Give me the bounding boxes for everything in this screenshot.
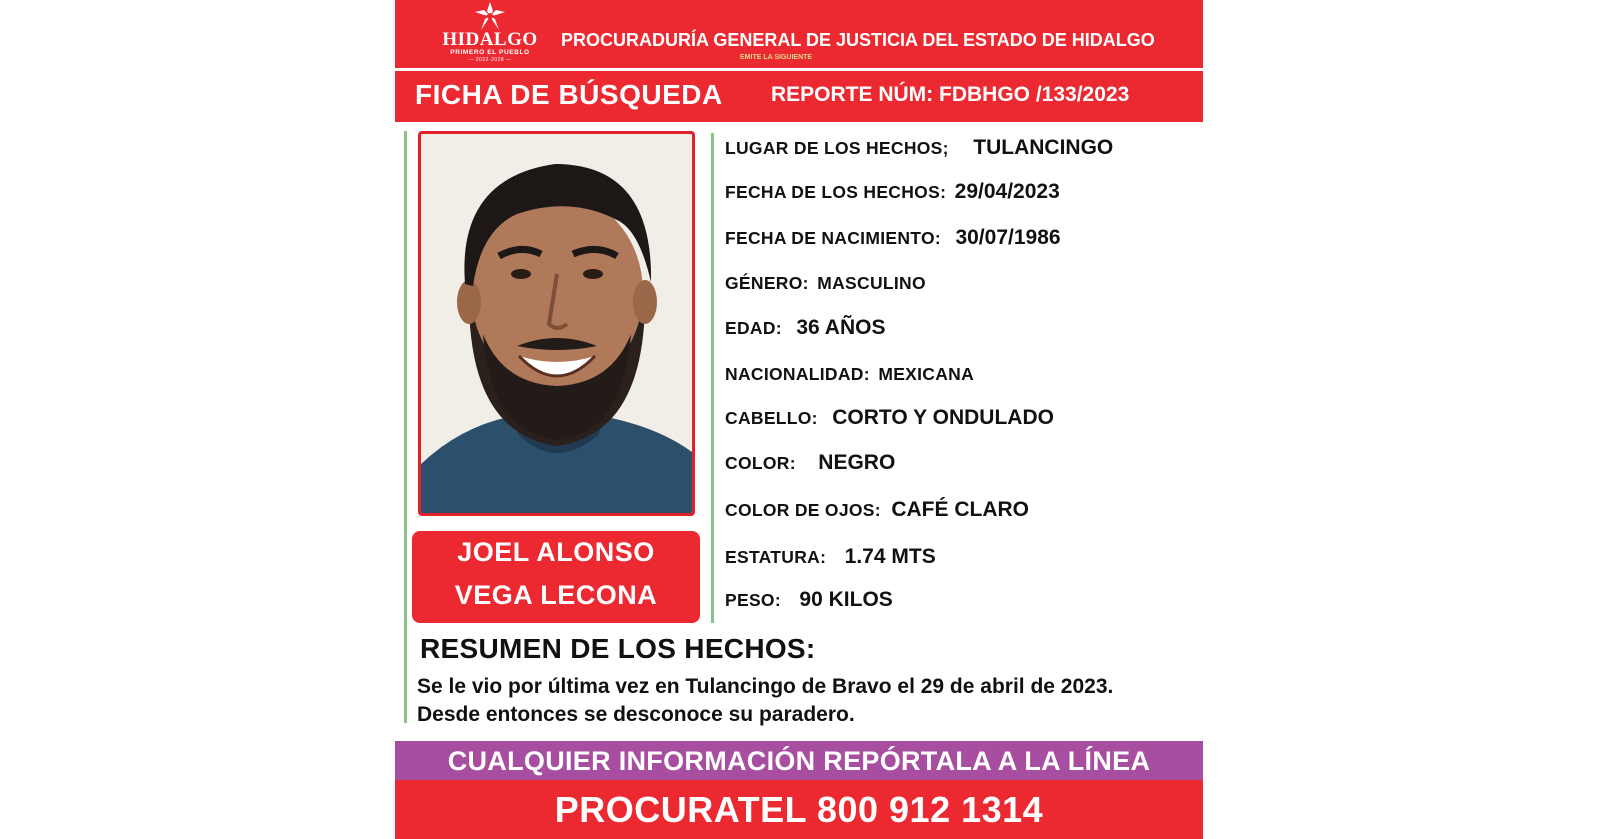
detail-label: CABELLO: bbox=[725, 408, 818, 428]
detail-row-nacionalidad bbox=[725, 364, 974, 385]
phone-banner: PROCURATEL 800 912 1314 bbox=[395, 780, 1203, 839]
detail-label: PESO: bbox=[725, 590, 781, 610]
detail-value: 1.74 MTS bbox=[844, 545, 936, 568]
detail-label: COLOR DE OJOS: bbox=[725, 500, 881, 520]
summary-line: Desde entonces se desconoce su paradero. bbox=[417, 703, 855, 726]
detail-value: 90 KILOS bbox=[799, 588, 893, 611]
detail-value: 29/04/2023 bbox=[954, 180, 1060, 203]
detail-label: ESTATURA: bbox=[725, 547, 827, 567]
flyer-title: FICHA DE BÚSQUEDA bbox=[415, 79, 723, 110]
title-band bbox=[395, 71, 1203, 122]
agency-subtitle: EMITE LA SIGUIENTE bbox=[740, 54, 813, 61]
person-name-line1: JOEL ALONSO bbox=[457, 537, 655, 567]
logo-slogan: PRIMERO EL PUEBLO bbox=[450, 49, 530, 56]
detail-row-nacimiento bbox=[725, 226, 1061, 250]
search-flyer bbox=[395, 0, 1203, 839]
detail-row-edad bbox=[725, 316, 885, 340]
detail-label: FECHA DE LOS HECHOS: bbox=[725, 182, 947, 202]
summary-line: Se le vio por última vez en Tulancingo de Bravo el 29 de abril de 2023. bbox=[417, 675, 1114, 698]
hidalgo-logo bbox=[435, 0, 545, 66]
detail-value: MASCULINO bbox=[817, 273, 926, 293]
info-banner: CUALQUIER INFORMACIÓN REPÓRTALA A LA LÍNEA bbox=[395, 741, 1203, 780]
detail-row-cabello bbox=[725, 406, 1054, 430]
person-name-box bbox=[412, 531, 700, 623]
summary-text bbox=[417, 673, 1113, 729]
detail-label: COLOR: bbox=[725, 453, 796, 473]
detail-row-peso bbox=[725, 588, 893, 612]
detail-label: LUGAR DE LOS HECHOS; bbox=[725, 138, 949, 158]
detail-value: MEXICANA bbox=[878, 364, 975, 384]
person-name-line2: VEGA LECONA bbox=[454, 580, 658, 610]
detail-value: 36 AÑOS bbox=[796, 316, 886, 339]
detail-row-genero bbox=[725, 273, 926, 294]
header-bar bbox=[395, 0, 1203, 68]
detail-value: 30/07/1986 bbox=[955, 226, 1061, 249]
detail-value: TULANCINGO bbox=[973, 136, 1114, 159]
detail-label: GÉNERO: bbox=[725, 273, 809, 293]
report-number: REPORTE NÚM: FDBHGO /133/2023 bbox=[771, 83, 1130, 106]
detail-value: CORTO Y ONDULADO bbox=[832, 406, 1054, 429]
detail-row-lugar bbox=[725, 136, 1113, 160]
left-green-rule bbox=[404, 131, 407, 723]
detail-row-estatura bbox=[725, 545, 936, 569]
detail-row-color bbox=[725, 451, 895, 475]
detail-value: NEGRO bbox=[818, 451, 896, 474]
detail-row-ojos bbox=[725, 498, 1029, 522]
logo-name: HIDALGO bbox=[442, 29, 538, 50]
summary-title: RESUMEN DE LOS HECHOS: bbox=[420, 633, 816, 664]
detail-label: EDAD: bbox=[725, 318, 782, 338]
detail-row-fecha-hechos bbox=[725, 180, 1060, 204]
detail-label: FECHA DE NACIMIENTO: bbox=[725, 228, 941, 248]
detail-value: CAFÉ CLARO bbox=[891, 498, 1030, 521]
flower-star-icon bbox=[475, 2, 505, 30]
middle-green-rule bbox=[711, 133, 714, 623]
detail-label: NACIONALIDAD: bbox=[725, 364, 870, 384]
person-photo bbox=[418, 131, 695, 516]
agency-name: PROCURADURÍA GENERAL DE JUSTICIA DEL ESTADO DE HIDALGO bbox=[561, 30, 1155, 50]
logo-years: — 2022-2028 — bbox=[468, 57, 512, 63]
